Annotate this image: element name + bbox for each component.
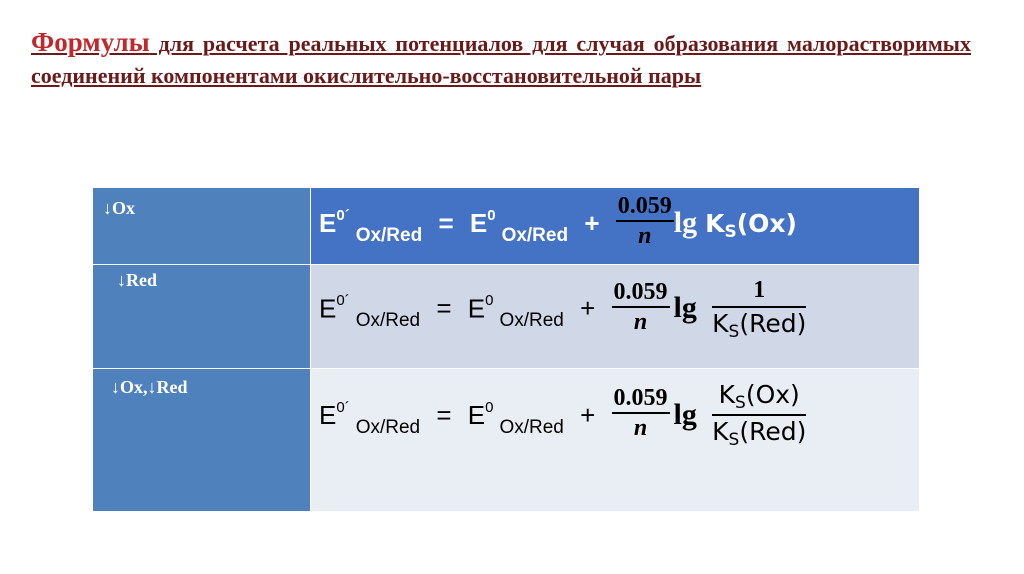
k-argument: (Red) (739, 309, 807, 338)
fraction-numerator: 0.059 (616, 192, 674, 222)
formula-ox-red (319, 381, 806, 453)
fraction-denominator: n (638, 223, 652, 249)
standard-potential-symbol: E (469, 207, 488, 238)
k-argument: (Red) (739, 417, 807, 446)
condition-label: ↓Red (117, 270, 157, 290)
coefficient-fraction (612, 278, 670, 336)
subscript-pair: Ox/Red (501, 224, 569, 246)
log-symbol: lg (673, 291, 697, 325)
title-lead: Формулы (31, 27, 150, 57)
superscript-zero: 0 (336, 206, 345, 224)
fraction-denominator (712, 308, 806, 343)
slide-title (31, 26, 971, 92)
condition-label: ↓Ox,↓Red (111, 377, 188, 397)
subscript-pair: Ox/Red (499, 416, 564, 438)
k-argument: (Ox) (745, 380, 800, 409)
standard-potential-symbol: E (467, 399, 486, 430)
log-argument-fraction (712, 379, 806, 451)
coefficient-fraction (616, 192, 674, 250)
condition-cell (93, 265, 311, 369)
k-symbol: K (712, 417, 729, 446)
superscript-zero: 0 (487, 206, 496, 224)
formula-table (92, 187, 920, 512)
fraction-denominator (712, 416, 806, 451)
formula-cell (311, 188, 920, 265)
condition-cell (93, 369, 311, 512)
formula-cell (311, 369, 920, 512)
potential-symbol: E (319, 293, 337, 324)
plus-sign: + (580, 293, 596, 324)
prime-mark: ´ (344, 398, 350, 416)
k-symbol: K (705, 208, 725, 238)
k-subscript: S (728, 430, 740, 450)
superscript-zero: 0 (485, 398, 494, 416)
log-symbol: lg (673, 397, 697, 431)
fraction-numerator: 0.059 (612, 278, 670, 308)
fraction-numerator: 0.059 (612, 384, 670, 414)
title-rest: для расчета реальных потенциалов для случая образования малорастворимых соединений компонентами окислительно-восстановительной пары (31, 31, 971, 88)
superscript-zero: 0 (485, 292, 494, 310)
log-argument-fraction (712, 274, 806, 343)
fraction-denominator: n (633, 308, 648, 335)
fraction-denominator: n (633, 415, 648, 441)
prime-mark: ´ (344, 292, 350, 310)
potential-symbol: E (319, 399, 337, 430)
solubility-product (705, 208, 797, 242)
k-symbol: K (712, 309, 729, 338)
superscript-zero: 0 (336, 398, 345, 416)
equals-sign: = (438, 207, 454, 238)
fraction-numerator: 1 (712, 274, 806, 308)
k-subscript: S (728, 322, 740, 342)
condition-label: ↓Ox (103, 198, 136, 218)
equals-sign: = (436, 293, 452, 324)
formula-red (319, 276, 806, 345)
table-row (93, 369, 920, 512)
standard-potential-symbol: E (467, 293, 486, 324)
condition-cell (93, 188, 311, 265)
subscript-pair: Ox/Red (355, 310, 421, 332)
plus-sign: + (584, 207, 600, 238)
plus-sign: + (580, 399, 596, 430)
table-row (93, 265, 920, 369)
fraction-numerator (712, 379, 806, 416)
coefficient-fraction (612, 384, 670, 442)
formula-cell (311, 265, 920, 369)
k-subscript: S (724, 221, 737, 242)
log-symbol: lg (673, 205, 698, 239)
subscript-pair: Ox/Red (355, 416, 421, 438)
superscript-zero: 0 (336, 292, 345, 310)
subscript-pair: Ox/Red (499, 310, 564, 332)
potential-symbol: E (319, 207, 337, 238)
prime-mark: ´ (344, 206, 350, 224)
table-row (93, 188, 920, 265)
formula-ox (319, 193, 797, 254)
k-subscript: S (735, 393, 746, 413)
subscript-pair: Ox/Red (355, 224, 423, 246)
k-symbol: K (718, 380, 736, 409)
k-argument: (Ox) (736, 208, 797, 238)
equals-sign: = (436, 399, 452, 430)
